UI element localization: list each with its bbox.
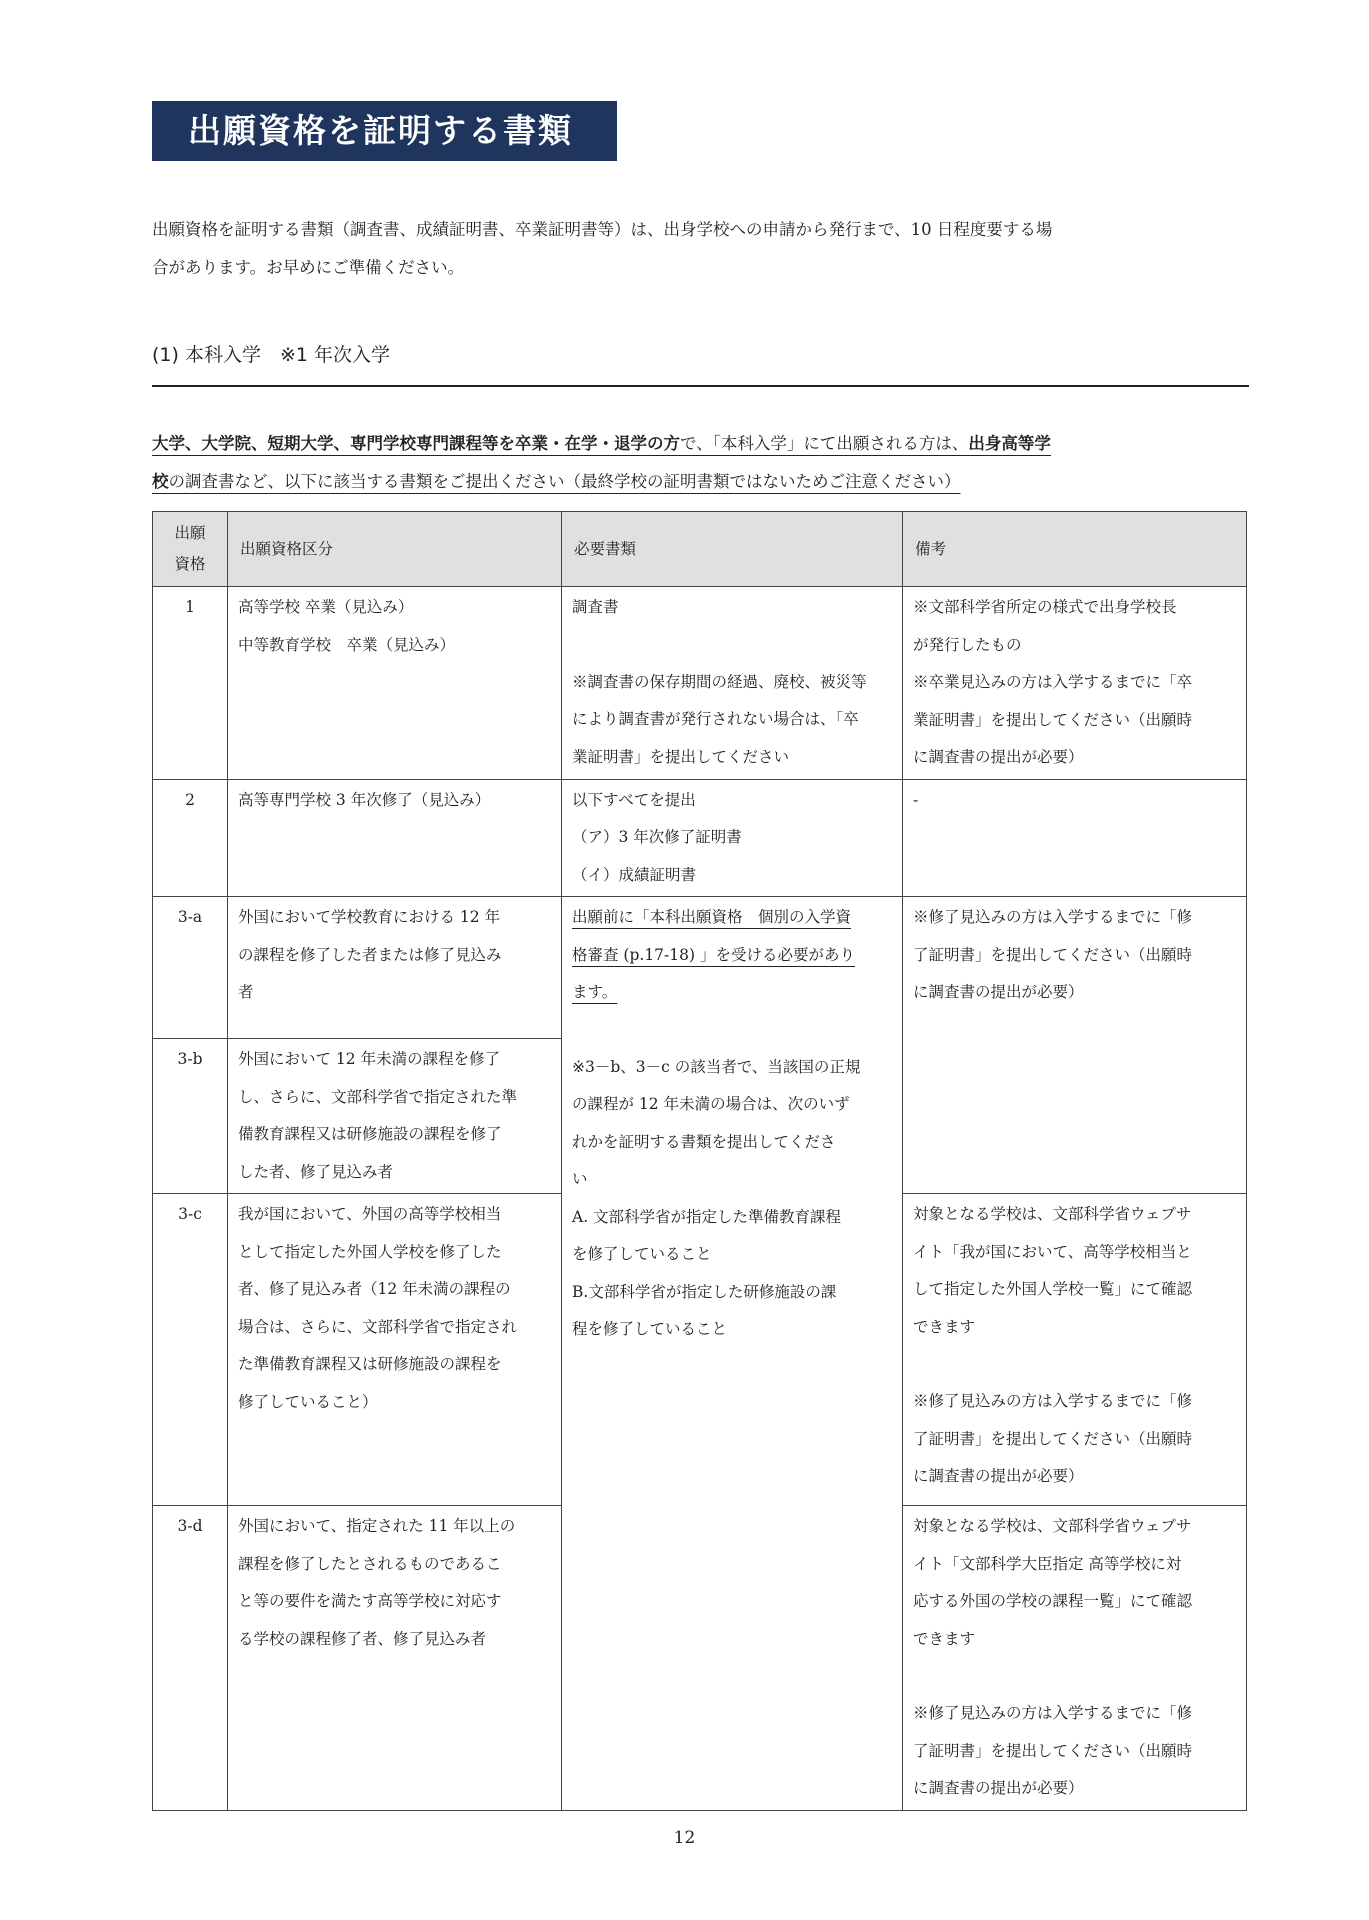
cell-text-line: して指定した外国人学校一覧」にて確認: [913, 1280, 1193, 1298]
cell-text-line: 我が国において、外国の高等学校相当: [238, 1205, 502, 1223]
cell-text-line: 中等教育学校 卒業（見込み）: [238, 635, 456, 654]
cell-text-line: ※修了見込みの方は入学するまでに「修: [913, 1704, 1193, 1722]
category-cell: [228, 1506, 562, 1811]
cell-text-line: 対象となる学校は、文部科学省ウェブサ: [913, 1517, 1192, 1535]
table-row: [153, 587, 1247, 780]
cell-text-line: い: [572, 1170, 588, 1188]
notice-bold-3: 校: [152, 472, 169, 491]
cell-text-line: （ア）3 年次修了証明書: [572, 828, 742, 846]
cell-text-line: した者、修了見込み者: [238, 1162, 394, 1181]
category-cell: [228, 779, 562, 897]
notes-cell: [903, 1194, 1247, 1506]
cell-text-line: 出願前に「本科出願資格 個別の入学資: [572, 908, 852, 926]
header-documents: 必要書類: [562, 512, 903, 587]
cell-text-line: 課程を修了したとされるものであるこ: [238, 1554, 502, 1573]
cell-text-line: 者: [238, 983, 254, 1001]
header-category: 出願資格区分: [228, 512, 562, 587]
cell-text-line: 了証明書」を提出してください（出願時: [913, 1741, 1193, 1760]
notes-cell-shared: [903, 897, 1247, 1194]
cell-text-line: 者、修了見込み者（12 年未満の課程の: [238, 1280, 511, 1298]
cell-text-line: B.文部科学省が指定した研修施設の課: [572, 1282, 837, 1301]
cell-text-line: が発行したもの: [913, 635, 1022, 654]
notes-cell: [903, 587, 1247, 780]
header-notes: 備考: [903, 512, 1247, 587]
category-cell: [228, 1039, 562, 1194]
notice-text-2: の調査書など、以下に該当する書類をご提出ください（最終学校の証明書類ではないためご注意ください）: [168, 472, 961, 491]
row-number: 1: [153, 587, 228, 780]
header-text-line: 出願: [174, 524, 206, 542]
table-header-row: [153, 512, 1247, 587]
notice-paragraph: [152, 425, 1252, 501]
cell-text-line: 外国において 12 年未満の課程を修了: [238, 1050, 501, 1068]
cell-text-line: イト「我が国において、高等学校相当と: [913, 1242, 1192, 1261]
row-number: 3-d: [153, 1506, 228, 1811]
cell-text-line: を修了していること: [572, 1245, 712, 1263]
cell-text-line: 対象となる学校は、文部科学省ウェブサ: [913, 1205, 1192, 1223]
cell-text-line: -: [913, 790, 919, 809]
documents-cell-shared: [562, 897, 903, 1811]
cell-text-line: と等の要件を満たす高等学校に対応す: [238, 1592, 502, 1610]
table-row: [153, 897, 1247, 1039]
header-qualification: [153, 512, 228, 587]
cell-text-line: 修了していること）: [238, 1392, 378, 1411]
page-number: 12: [673, 1828, 696, 1848]
cell-text-line: る学校の課程修了者、修了見込み者: [238, 1629, 487, 1648]
page-heading: 出願資格を証明する書類: [152, 101, 617, 161]
cell-text-line: として指定した外国人学校を修了した: [238, 1242, 502, 1261]
documents-cell: [562, 587, 903, 780]
table-row: [153, 779, 1247, 897]
cell-text-line: 外国において、指定された 11 年以上の: [238, 1517, 516, 1535]
cell-text-line: 業証明書」を提出してください（出願時: [913, 710, 1193, 729]
row-number: 3-b: [153, 1039, 228, 1194]
category-cell: [228, 587, 562, 780]
cell-text-line: 調査書: [572, 598, 619, 616]
cell-text-line: 格審査 (p.17-18) 」を受ける必要があり: [572, 945, 855, 964]
intro-line-1: 出願資格を証明する書類（調査書、成績証明書、卒業証明書等）は、出身学校への申請から発行まで、10 日程度要する場: [152, 220, 1053, 239]
cell-text-line: 備教育課程又は研修施設の課程を修了: [238, 1125, 502, 1143]
cell-text-line: た準備教育課程又は研修施設の課程を: [238, 1355, 502, 1373]
header-text-line: 資格: [174, 555, 206, 573]
cell-text-line: に調査書の提出が必要）: [913, 748, 1084, 766]
cell-text-line: ※卒業見込みの方は入学するまでに「卒: [913, 673, 1193, 691]
cell-text-line: に調査書の提出が必要）: [913, 1779, 1084, 1797]
cell-text-line: ます。: [572, 983, 618, 1001]
section-title: (1) 本科入学 ※1 年次入学: [152, 337, 1249, 387]
cell-text-line: ※修了見込みの方は入学するまでに「修: [913, 1392, 1193, 1410]
cell-text-line: 高等専門学校 3 年次修了（見込み）: [238, 790, 491, 809]
cell-text-line: の課程を修了した者または修了見込み: [238, 945, 502, 964]
cell-text-line: 業証明書」を提出してください: [572, 747, 790, 766]
notes-cell: [903, 779, 1247, 897]
row-number: 3-a: [153, 897, 228, 1039]
cell-text-line: できます: [913, 1629, 976, 1648]
cell-text-line: れかを証明する書類を提出してくださ: [572, 1132, 836, 1151]
cell-text-line: ※3－b、3－c の該当者で、当該国の正規: [572, 1057, 861, 1076]
cell-text-line: A. 文部科学省が指定した準備教育課程: [572, 1207, 842, 1226]
cell-text-line: 場合は、さらに、文部科学省で指定され: [238, 1317, 518, 1336]
cell-text-line: により調査書が発行されない場合は、「卒: [572, 710, 859, 728]
cell-text-line: に調査書の提出が必要）: [913, 1467, 1084, 1485]
category-cell: [228, 1194, 562, 1506]
cell-text-line: 了証明書」を提出してください（出願時: [913, 1429, 1193, 1448]
cell-text-line: 応する外国の学校の課程一覧」にて確認: [913, 1592, 1193, 1610]
cell-text-line: イト「文部科学大臣指定 高等学校に対: [913, 1554, 1182, 1573]
intro-paragraph: [152, 211, 1252, 287]
cell-text-line: ※修了見込みの方は入学するまでに「修: [913, 908, 1193, 926]
notice-text-1: で、「本科入学」にて出願される方は、: [680, 434, 969, 453]
cell-text-line: の課程が 12 年未満の場合は、次のいず: [572, 1095, 850, 1113]
cell-text-line: し、さらに、文部科学省で指定された準: [238, 1087, 518, 1106]
cell-text-line: （イ）成績証明書: [572, 865, 697, 884]
requirements-table: [152, 511, 1247, 1811]
cell-text-line: 了証明書」を提出してください（出願時: [913, 945, 1193, 964]
documents-cell: [562, 779, 903, 897]
intro-line-2: 合があります。お早めにご準備ください。: [152, 258, 465, 277]
notes-cell: [903, 1506, 1247, 1811]
cell-text-line: 程を修了していること: [572, 1320, 728, 1338]
cell-text-line: に調査書の提出が必要）: [913, 983, 1084, 1001]
cell-text-line: ※調査書の保存期間の経過、廃校、被災等: [572, 672, 867, 691]
cell-text-line: ※文部科学省所定の様式で出身学校長: [913, 598, 1177, 616]
category-cell: [228, 897, 562, 1039]
notice-bold-2: 出身高等学: [968, 434, 1051, 453]
notice-bold-1: 大学、大学院、短期大学、専門学校専門課程等を卒業・在学・退学の方: [152, 434, 680, 453]
row-number: 2: [153, 779, 228, 897]
cell-text-line: 高等学校 卒業（見込み）: [238, 598, 414, 616]
cell-text-line: 以下すべてを提出: [572, 790, 696, 809]
cell-text-line: 外国において学校教育における 12 年: [238, 908, 501, 926]
cell-text-line: できます: [913, 1317, 976, 1336]
row-number: 3-c: [153, 1194, 228, 1506]
